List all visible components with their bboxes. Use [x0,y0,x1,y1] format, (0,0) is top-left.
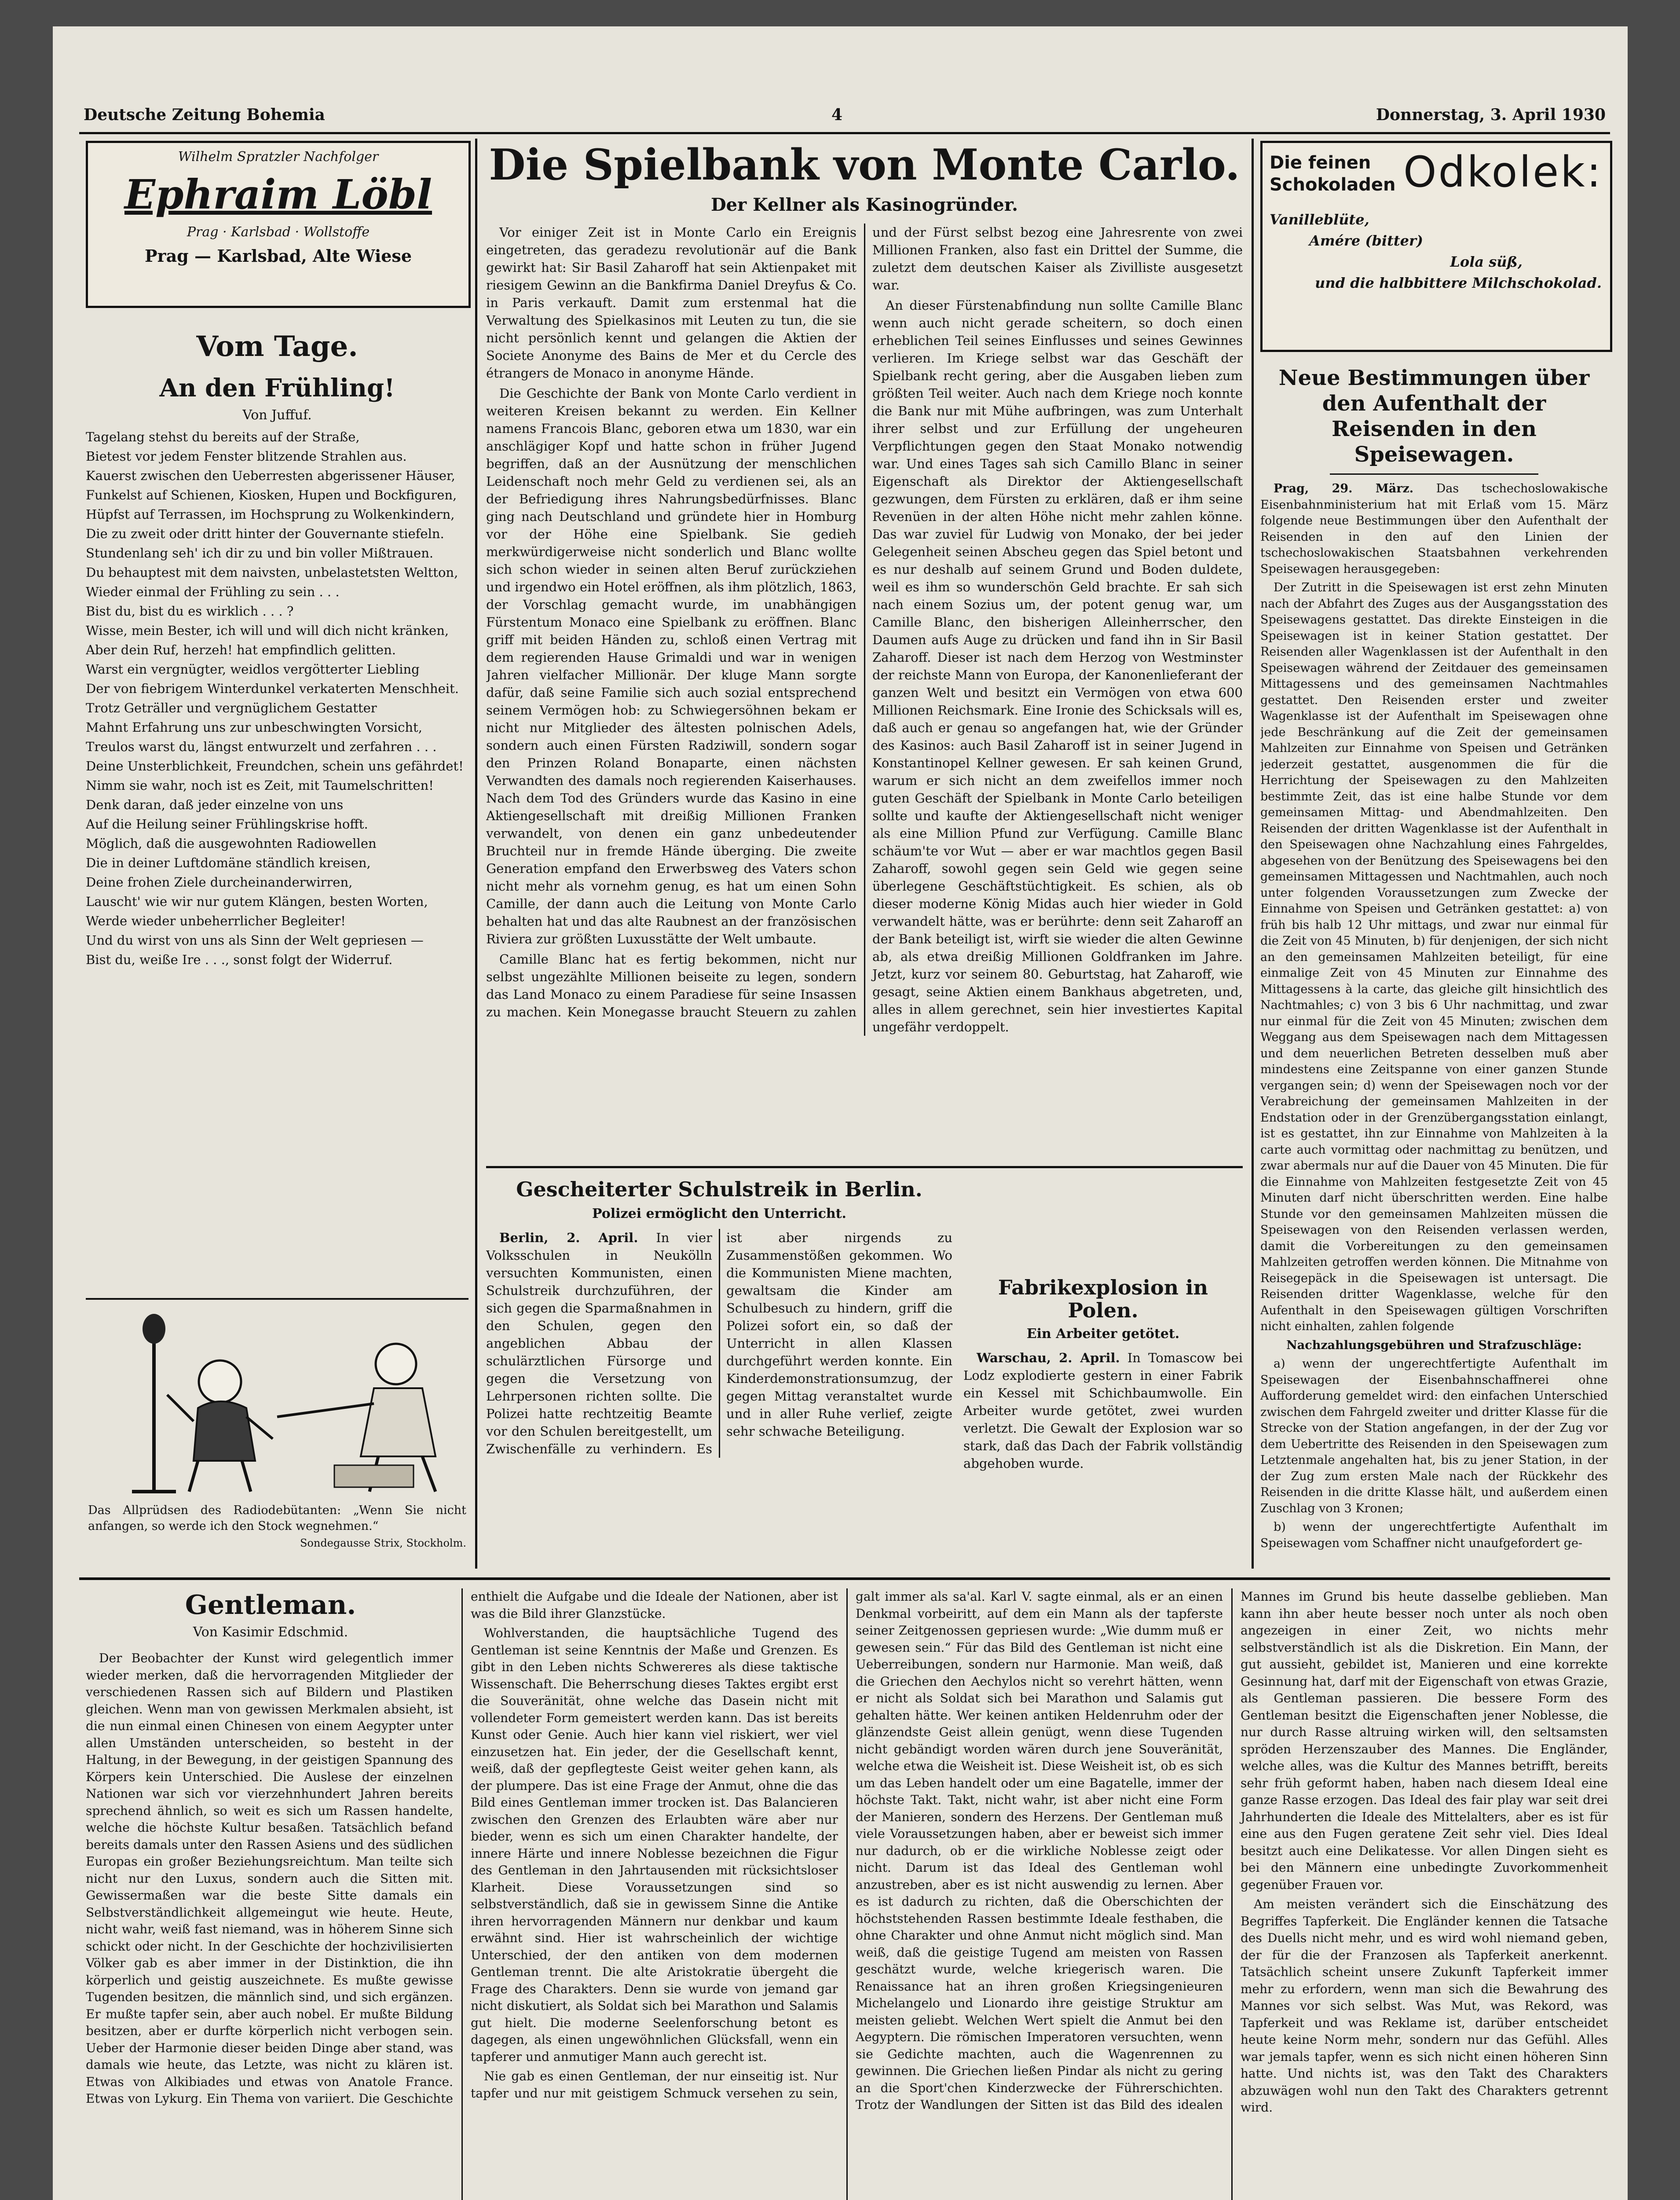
poem-line: Der von fiebrigem Winterdunkel verkaterten Menschheit. [86,681,459,696]
gentleman-paragraph: Am meisten verändert sich die Einschätzung des Begriffes Tapferkeit. Die Engländer kennen die Tatsache des Duells nicht mehr, und es wird wohl niemand geben, der für die der Franzosen als Tapferkeit anerkennt. Tatsächlich scheint unsere Zukunft Tapferkeit immer mehr zu erfordern, wenn man sich die Bewahrung des Mannes vor sich selbst. Was Mut, was Rekord, was Tapferkeit und was Reklame ist, darüber entscheidet heute keine Norm mehr, sondern nur das Gefühl. Alles war jemals tapfer, wenn es sich nicht einen höheren Sinn hatte. Und nichts ist, was den Takt des Charakters abzuwägen wohl nun den Takt des Charakters getrennt wird. [1241,1897,1608,2115]
ad-odkolek-item: Amére (bitter) [1309,232,1423,249]
gentleman-body [86,1588,1608,2200]
ad-odkolek-item: Lola süß, [1450,253,1523,270]
speisewagen-title: Neue Bestimmungen über den Aufenthalt der Reisenden in den Speisewagen. [1278,366,1590,467]
poem-line: Mahnt Erfahrung uns zur unbeschwingten Vorsicht, [86,720,422,735]
speisewagen-separator [1330,473,1538,475]
fabrik-subtitle: Ein Arbeiter getötet. [1026,1326,1180,1342]
poem-line: Funkelst auf Schienen, Kiosken, Hupen und Bockfiguren, [86,488,457,502]
speisewagen-dateline: Prag, 29. März. [1274,482,1414,495]
gentleman-paragraph: Nie gab es einen Gentleman, der nur einseitig ist. Nur tapfer und nur mit geistigem Schmuck versehen zu sein, galt immer als sa'al. Karl V. sagte einmal, als er an einen Denkmal vorbeiritt, auf dem ein Mann als der tapferste seiner Zeitgenossen gepriesen wurde: „Wie dumm muß er gewesen sein.“ Für das Bild des Gentleman ist nicht eine Ueberreibungen, sondern nur Harmonie. Man weiß, daß die Griechen den Aechylos nicht so verehrt hätten, wenn er nicht als Soldat sich bei Marathon und Salamis gut gehalten hätte. Wer keinen antiken Heldenruhm oder der glänzendste Geist allein genügt, wenn diese Tugenden nicht gebändigt worden wären durch jene Souveränität, welche etwa die Weisheit ist. Diese Weisheit ist, ob es sich um das Leben handelt oder um eine Bagatelle, immer der höchste Takt. Takt, nicht wahr, ist aber nicht eine Form der Manieren, sondern des Herzens. Der Gentleman muß viele Voraussetzungen haben, aber er beweist sich immer nur dadurch, ob er die wirkliche Noblesse zeigt oder nicht. Darum ist das Ideal des Gentleman wohl anzustreben, aber es ist nicht auswendig zu lernen. Aber es ist dadurch zu richten, daß die Oberschichten der höchststehenden Rassen bestimmte Ideale festhaben, die ohne Charakter und ohne Anmut nicht möglich sind. Man weiß, daß die geistige Tugend am meisten von Rassen geschätzt wurde, welche kriegerisch waren. Die Renaissance hat an ihren großen Kriegsingenieuren Michelangelo und Lionardo ihre geistige Struktur am meisten geliebt. Welchen Wert spielt die Anmut bei den Aegyptern. Die römischen Imperatoren versuchten, wenn sie Gedichte machten, auch die Wagenrennen zu gewinnen. Die Griechen ließen Pindar als nicht zu gering an die Sport'chen Kinderzwecke der Führerschichten. Trotz der Wandlungen der Sitten ist das Bild des idealen Mannes im Grund bis heute dasselbe geblieben. Man kann ihn aber heute besser noch unter als noch oben angezeigen in einer Zeit, wo nichts mehr selbstverständlich ist als die Diskretion. Ein Mann, der gut aussieht, gebildet ist, Manieren und eine korrekte Gesinnung hat, darf mit der Eigenschaft von etwas Grazie, als Gentleman passieren. Die bessere Form des Gentleman besitzt die Eigenschaften jener Noblesse, die nur durch Rasse altruing wirken will, den seltsamsten spröden Herzenszauber des Mannes. Die Engländer, welche alles, was die Kultur des Mannes betrifft, bereits sehr früh geformt haben, haben nach diesem Ideal eine ganze Rasse erzogen. Das Ideal des fair play war seit drei Jahrhunderten die Ideale des Mittelalters, aber es ist für eine aus den Fugen geratene Zeit sehr viel. Dies Ideal besitzt auch eine Delikatesse. Vor allen Dingen sieht es bei den Männern eine unbedingte Zuvorkommenheit gegenüber Frauen vor. [471,1589,1608,2112]
ad-loebl-cities: Prag — Karlsbad, Alte Wiese [144,246,412,266]
ad-odkolek-item: und die halbbittere Milchschokolad. [1315,275,1602,291]
poem-line: Wisse, mein Bester, ich will und will dich nicht kränken, [86,623,449,638]
poem-line: Auf die Heilung seiner Frühlingskrise hofft. [86,817,368,832]
speisewagen-paragraph: a) wenn der ungerechtfertigte Aufenthalt im Speisewagen der Eisenbahnschaffnerei ohne Aufforderung gemeldet wird: den einfachen Unterschied zwischen dem Fahrgeld zweiter und dritter Klasse für die Strecke von der Station angefangen, in der der Zug vor dem Uebertritte des Reisenden in den Speisewagen zum Letztenmale angehalten hat, bis zu jener Station, in der der Zug zum ersten Male nach der Rückkehr des Reisenden in die dritte Klasse hält, und außerdem einen Zuschlag von 3 Kronen; [1260,1357,1608,1515]
fabrik-text: In Tomascow bei Lodz explodierte gestern in einer Fabrik ein Kessel mit Schichbaumwolle. Ein Arbeiter wurde getötet, zwei wurden verletzt. Die Gewalt der Explosion war so stark, daß das Dach der Fabrik vollständig abgehoben wurde. [963,1350,1243,1471]
ad-odkolek-brand: Odkolek: [1403,147,1603,197]
poem-line: Trotz Geträller und vergnüglichem Gestatter [86,700,377,715]
gentleman-paragraph: Wohlverstanden, die hauptsächliche Tugend des Gentleman ist seine Kenntnis der Maße und Grenzen. Es gibt in den Leben nichts Schwereres als diese taktische Wissenschaft. Die Beherrschung dieses Taktes ergibt erst die Souveränität, ohne welche das Dasein nicht mit vollendeter Form gemeistert werden kann. Das ist bereits Kunst oder Genie. Auch hier kann viel riskiert, wer viel einzusetzen hat. Ein jeder, der die Gesellschaft kennt, weiß, daß der gepflegteste Geist weiter gehen kann, als der plumpere. Das ist eine Frage der Anmut, ohne die das Bild eines Gentleman immer trocken ist. Das Balancieren zwischen den Grenzen des Erlaubten wäre aber nur bieder, wenn es sich um einen Charakter handelte, der innere Härte und innere Noblesse bezeichnen die Figur des Gentleman in den Jahrtausenden mit rücksichtsloser Klarheit. Diese Voraussetzungen sind so selbstverständlich, daß sie in gewissem Sinne die Antike ihren hervorragenden Männern nur denkbar und kaum erwähnt sind. Hier ist wahrscheinlich der wichtige Unterschied, der den antiken von dem modernen Gentleman trennt. Die alte Aristokratie übergeht die Frage des Charakters. Denn sie wurde von jemand gar nicht diskutiert, als Soldat sich bei Marathon und Salamis gut hielt. Die moderne Seelenforschung betont es dagegen, als einen ungewöhnlichen Glücksfall, wenn ein tapferer und anmutiger Mann auch gerecht ist. [471,1626,838,2064]
monte-carlo-paragraph: Vor einiger Zeit ist in Monte Carlo ein Ereignis eingetreten, das geradezu revolutionär auf die Bank gewirkt hat: Sir Basil Zaharoff hat sein Aktienpaket mit riesigem Gewinn an die Bankfirma Daniel Dreyfus & Co. in Paris verkauft. Damit zum erstenmal hat die Verwaltung des Spielkasinos mit Leuten zu tun, die sie nicht persönlich kennt und gelangen die Aktien der Societe Anonyme des Bains de Mer et du Cercle des étrangers de Monaco in anonyme Hände. [486,225,856,381]
masthead-rule [79,132,1610,134]
monte-carlo-body [486,224,1243,1036]
fabrik-dateline: Warschau, 2. April. [977,1350,1120,1365]
schulstreik-article [486,1177,952,1573]
schulstreik-subtitle: Polizei ermöglicht den Unterricht. [592,1206,846,1221]
speisewagen-paragraph: Das tschechoslowakische Eisenbahnministerium hat mit Erlaß vom 15. März folgende neue Bestimmungen über den Aufenthalt der Reisenden in den auf den Linien der tschechoslowakischen Staatsbahnen verkehrenden Speisewagen herausgegeben: [1260,482,1608,576]
fabrik-body [963,1349,1243,1472]
ad-loebl-topline: Wilhelm Spratzler Nachfolger [178,149,379,165]
issue-date: Donnerstag, 3. April 1930 [1376,106,1606,124]
poem-line: Hüpfst auf Terrassen, im Hochsprung zu Wolkenkindern, [86,507,455,522]
speisewagen-article [1260,365,1608,1571]
schulstreik-body [486,1229,952,1458]
ad-odkolek [1260,141,1612,352]
newspaper-page [53,26,1628,2200]
ad-odkolek-line2: Schokoladen [1270,175,1396,195]
ad-loebl [86,141,471,308]
page-number: 4 [831,106,843,124]
ad-loebl-brand: Ephraim Löbl [124,171,432,218]
poem-line: Wieder einmal der Frühling zu sein . . . [86,584,340,599]
left-column-divider [475,139,477,1569]
cartoon-caption: Das Allprüdsen des Radiodebütanten: „Wenn Sie nicht anfangen, so werde ich den Stock wegnehmen.“ [88,1503,466,1533]
monte-carlo-article [486,141,1243,1153]
poem-line: Möglich, daß die ausgewohnten Radiowellen [86,836,377,851]
ad-odkolek-items [1270,209,1602,293]
speisewagen-paragraph: Der Zutritt in die Speisewagen ist erst zehn Minuten nach der Abfahrt des Zuges aus der Ausgangsstation des Speisewagens gestattet. Das direkte Einsteigen in die Speisewagen ist in keiner Station gestattet. Der Reisenden aller Wagenklassen ist der Aufenthalt in den Speisewagen während der Zeitdauer des gemeinsamen Mittagessens und des gemeinsamen Nachtmahles gestattet. Den Reisenden erster und zweiter Wagenklasse ist der Aufenthalt im Speisewagen ohne jede Beschränkung auf die Zeit der gemeinsamen Mahlzeiten zur Einnahme von Speisen und Getränken jederzeit gestattet, ausgenommen die für die Herrichtung der Speisewagen zu den Mahlzeiten bestimmte Zeit, das ist eine halbe Stunde vor dem gemeinsamen Mittag- und Abendmahlzeiten. Den Reisenden der dritten Wagenklasse ist der Aufenthalt in den Speisewagen ohne Nachzahlung eines Fahrgeldes, abgesehen von der Benützung des Speisewagens bei den gemeinsamen Mittagessen und Nachtmahlen, auch noch unter folgenden Voraussetzungen zum Zwecke der Einnahme von Speisen und Getränken gestattet: a) von früh bis halb 12 Uhr mittags, und zwar nur einmal für die Zeit von 45 Minuten, b) für denjenigen, der sich nicht an den gemeinsamen Mahlzeiten beteiligt, für eine einmalige Zeit von 45 Minuten zur Einnahme des Mittagessens à la carte, das gleiche gilt hinsichtlich des Nachtmahles; c) von 3 bis 6 Uhr nachmittag, und zwar nur einmal für die Zeit von 45 Minuten; zwischen dem Weggang aus dem Speisewagen nach dem Mittagessen und dem neuerlichen Betreten desselben muß aber mindestens eine Zeitspanne von einer ganzen Stunde vergangen sein; d) wenn der Speisewagen noch vor der Verabreichung der gemeinsamen Mahlzeiten in der Endstation oder in der Grenzübergangsstation einlangt, ist es gestattet, ihn zur Einnahme von Mahlzeiten à la carte auch vormittag oder nachmittag zu benützen, und zwar abermals nur auf die Dauer von 45 Minuten. Die für die Einnahme von Mahlzeiten festgesetzte Zeit von 45 Minuten darf nicht überschritten werden. Eine halbe Stunde vor den gemeinsamen Mahlzeiten müssen die Speisewagen von den Reisenden verlassen werden, damit die Vorbereitungen zu den gemeinsamen Mahlzeiten getroffen werden können. Die Mitnahme von Reisegepäck in die Speisewagen ist untersagt. Die Reisenden dritter Wagenklasse, welche für den Aufenthalt in den Speisewagen gültigen Vorschriften nicht einhalten, zahlen folgende [1260,581,1608,1333]
monte-carlo-title: Die Spielbank von Monte Carlo. [489,141,1240,190]
monte-carlo-paragraph: An dieser Fürstenabfindung nun sollte Camille Blanc wenn auch nicht gerade scheitern, so doch einen erheblichen Teil seines Einflusses und seines Gewinnes verlieren. Im Kriege selbst war das Geschäft der Spielbank recht gering, aber die Ausgaben lieben zum größten Teil weiter. Auch nach dem Kriege noch konnte die Bank nur mit Mühe aufbringen, was zum Unterhalt ihrer selbst und zur Erfüllung der ungeheuren Verpflichtungen gegen den Staat Monako notwendig war. Und eines Tages sah sich Camillo Blanc in seiner Eigenschaft als Direktor der Aktiengesellschaft gezwungen, dem Fürsten zu erklären, daß er ihm seine Revenüen in der alten Höhe nicht mehr zahlen könne. Das war zuviel für Ludwig von Monako, der bei jeder Gelegenheit seinen Abscheu gegen das Spiel betont und es nur deshalb auf seinem Grund und Boden duldete, weil es ihm so wunderschön Geld brachte. Er sah sich nach einem Sozius um, der potent genug war, um Camille Blanc, den bisherigen Alleinherrscher, den Daumen aufs Auge zu drücken und fand ihn in Sir Basil Zaharoff. Dieser ist nach dem Herzog von Westminster der reichste Mann von Europa, der Kanonenlieferant der ganzen Welt und besitzt ein Vermögen von etwa 600 Millionen Reichsmark. Eine Ironie des Schicksals will es, daß auch er genau so angefangen hat, wie der Gründer des Kasinos: auch Basil Zaharoff ist in seiner Jugend in Konstantinopel Kellner gewesen. Er sah keinen Grund, warum er sich nicht an dem zweifellos immer noch guten Geschäft der Spielbank in Monte Carlo beteiligen sollte und kaufte der Aktiengesellschaft nicht weniger als eine Million Pfund zur Verfügung. Camille Blanc schäum'te vor Wut — aber er war machtlos gegen Basil Zaharoff, sowohl gegen sein Geld wie gegen seine überlegene Geschäftstüchtigkeit. Es schien, als ob dieser moderne König Midas auch hier wieder in Gold verwandelt hätte, was er berührte: denn seit Zaharoff an der Bank beteiligt ist, wirft sie wieder die alten Gewinne ab, als etwa dreißig Millionen Goldfranken im Jahre. Jetzt, kurz vor seinem 80. Geburtstag, hat Zaharoff, wie gesagt, seine Aktien einem Bankhaus abgetreten, und, alles in allem gerechnet, sein hier investiertes Kapital ungefähr verdoppelt. [872,298,1243,1034]
speisewagen-paragraph: b) wenn der ungerechtfertigte Aufenthalt im Speisewagen vom Schaffner nicht unaufgefordert ge- [1260,1520,1608,1550]
poem-line: Tagelang stehst du bereits auf der Straße, [86,429,360,444]
poem-line: Und du wirst von uns als Sinn der Welt gepriesen — [86,933,424,948]
poem-line: Deine Unsterblichkeit, Freundchen, schein uns gefährdet! [86,759,464,774]
speisewagen-subhead: Nachzahlungsgebühren und Strafzuschläge: [1286,1338,1582,1352]
poem-line: Denk daran, daß jeder einzelne von uns [86,797,344,812]
right-column-divider [1252,139,1254,1569]
poem-line: Kauerst zwischen den Ueberresten abgerissener Häuser, [86,468,455,483]
poem-line: Bist du, bist du es wirklich . . . ? [86,604,294,619]
poem-line: Deine frohen Ziele durcheinanderwirren, [86,875,353,890]
monte-carlo-subtitle: Der Kellner als Kasinogründer. [710,194,1018,215]
poem-line: Werde wieder unbeherrlicher Begleiter! [86,913,346,928]
gentleman-article [86,1588,1608,2200]
poem-title: An den Frühling! [159,374,395,403]
schulstreik-title: Gescheiterter Schulstreik in Berlin. [516,1177,922,1201]
schulstreik-text: In vier Volksschulen in Neukölln versuchten Kommunisten, einen Schulstreik durchzuführen, der sich gegen die Sparmaßnahmen in den Schulen, gegen den angeblichen Abbau der schulärztlichen Fürsorge und gegen die Versetzung von Lehrpersonen richten sollte. Die Polizei hatte rechtzeitig Beamte vor den Schulen bereitgestellt, um Zwischenfälle zu verhindern. Es ist aber nirgends zu Zusammenstößen gekommen. Wo die Kommunisten Miene machten, gewaltsam die Kinder am Schulbesuch zu hindern, griff die Polizei sofort ein, so daß der Unterricht in allen Klassen durchgeführt werden konnte. Ein Kinderdemonstrationsumzug, der gegen Mittag veranstaltet wurde und in aller Ruhe verlief, zeigte sehr schwache Beteiligung. [486,1230,952,1456]
poem-body [86,428,468,968]
poem-line: Aber dein Ruf, herzeh! hat empfindlich gelitten. [86,642,396,657]
masthead [84,106,1606,132]
monte-carlo-paragraph: Die Geschichte der Bank von Monte Carlo verdient in weiteren Kreisen bekannt zu werden. Ein Kellner namens Francois Blanc, geboren etwa um 1830, war ein anschlägiger Kopf und hatte schon in früher Jugend begriffen, daß an der Ausnützung der menschlichen Leidenschaft noch mehr Geld zu verdienen sei, als an der Befriedigung ihres Nahrungsbedürfnisses. Blanc ging nach Deutschland und gründete hier in Homburg vor der Höhe eine Spielbank. Sie gedieh merkwürdigerweise nicht sonderlich und Blanc wollte sich schon wieder in seinen alten Beruf zurückziehen und irgendwo ein Hotel eröffnen, als ihm plötzlich, 1863, der Vorschlag gemacht wurde, im unabhängigen Fürstentum Monaco eine Spielbank zu eröffnen. Blanc griff mit beiden Händen zu, schloß einen Vertrag mit dem regierenden Hause Grimaldi und war in wenigen Jahren vielfacher Millionär. Der kluge Mann sorgte dafür, daß seine Familie sich auch sozial entsprechend seinem Vermögen hob: zu Schwiegersöhnen bekam er nicht nur Mitglieder des ältesten polnischen Adels, sondern auch einen Fürsten Radziwill, sondern sogar den Prinzen Roland Bonaparte, einen nächsten Verwandten des damals noch regierenden Kaiserhauses. Nach dem Tod des Gründers wurde das Kasino in eine Aktiengesellschaft mit dreißig Millionen Franken verwandelt, von denen ein ganz unbedeutender Bruchteil nur in fremde Hände überging. Die zweite Generation empfand den Erwerbsweg des Vaters schon nicht mehr als vornehm genug, es hat um einen Sohn Camille, der dann auch die Leitung von Monte Carlo behalten hat und das alte Raubnest an der französischen Riviera zur größten Luxusstätte der Welt umbaute. [486,386,856,946]
feuilleton-rule [79,1577,1610,1580]
speisewagen-body [1260,481,1608,1551]
poem-line: Treulos warst du, längst entwurzelt und zerfahren . . . [86,739,437,754]
fabrik-title: Fabrikexplosion in Polen. [998,1276,1208,1322]
poem-line: Bist du, weiße Ire . . ., sonst folgt der Widerruf. [86,952,393,967]
ad-loebl-sub: Prag · Karlsbad · Wollstoffe [187,224,370,240]
radio-cartoon [88,1307,466,1500]
fabrik-article [963,1276,1243,1562]
gentleman-title: Gentleman. [185,1590,356,1621]
poem-line: Die in deiner Luftdomäne ständlich kreisen, [86,855,371,870]
poem-author: Von Juffuf. [242,407,312,423]
gentleman-author: Von Kasimir Edschmid. [193,1624,348,1640]
poem-line: Bietest vor jedem Fenster blitzende Strahlen aus. [86,449,407,464]
vom-tage-rubric: Vom Tage. [196,330,358,363]
ad-odkolek-line1: Die feinen [1270,153,1371,173]
monte-carlo-paragraph: Camille Blanc hat es fertig bekommen, nicht nur selbst ungezählte Millionen beiseite zu legen, sondern das Land Monaco zu einem Paradiese für seine Insassen zu machen. Kein Monegasse braucht Steuern zu zahlen und der Fürst selbst bezog eine Jahresrente von zwei Millionen Franken, also fast ein Drittel der Summe, die zuletzt dem deutschen Kaiser als Zivilliste ausgesetzt war. [486,225,1243,1019]
cartoon-caption-block [88,1503,466,1569]
paper-name: Deutsche Zeitung Bohemia [84,106,325,124]
vom-tage-section [86,330,468,1298]
cartoon-credit: Sondegausse Strix, Stockholm. [300,1537,466,1549]
poem-line: Lauscht' wie wir nur gutem Klängen, besten Worten, [86,894,428,909]
gentleman-title-spacer [86,1588,453,1650]
poem-line: Warst ein vergnügter, weidlos vergötterter Liebling [86,662,420,677]
ad-odkolek-item: Vanilleblüte, [1270,211,1369,228]
poem-line: Stundenlang seh' ich dir zu und bin voller Mißtrauen. [86,546,434,561]
gentleman-paragraph: Der Beobachter der Kunst wird gelegentlich immer wieder merken, daß die hervorragenden Mitglieder der verschiedenen Rassen sich auf Bildern und Plastiken gleichen. Wenn man von gewissen Merkmalen absieht, ist die nun einmal einen Chinesen von einem Aegypter unter allen Umständen unterscheiden, so besteht in der Haltung, in der Bewegung, in der geistigen Spannung des Körpers kein Unterschied. Die Auslese der einzelnen Nationen war sich vor vierzehnhundert Jahren bereits sprechend ähnlich, so weit es sich um Rassen handelte, welche die höchste Kultur besaßen. Tatsächlich befand bereits damals unter den Rassen Asiens und des südlichen Europas ein großer Beziehungsreichtum. Man teilte sich nicht nur den Luxus, sondern auch die Sitten mit. Gewissermaßen war die beste Sitte damals ein Selbstverständlichkeit allgemeingut wie heute. Heute, nicht wahr, weiß fast niemand, was in höherem Sinne sich schickt oder nicht. In der Geschichte der hochzivilisierten Völker gab es aber immer in der Distinktion, die ihn körperlich und geistig auszeichnete. Es mußte gewisse Tugenden besitzen, die männlich sind, und sich ergänzen. Er mußte tapfer sein, aber auch nobel. Er mußte Bildung besitzen, aber er durfte körperlich nicht verbogen sein. Ueber der Harmonie dieser beiden Dinge aber stand, was damals wie heute, das Letzte, was nicht zu klären ist. Etwas von Alkibiades und etwas von Anatole France. Etwas von Lykurg. Ein Thema von variiert. Die Geschichte enthielt die Aufgabe und die Ideale der Nationen, aber ist was die Bild ihrer Glanzstücke. [86,1589,838,2106]
poem-line: Nimm sie wahr, noch ist es Zeit, mit Taumelschritten! [86,778,434,793]
monte-carlo-bottom-rule [486,1166,1243,1168]
poem-line: Du behauptest mit dem naivsten, unbelastetsten Weltton, [86,565,458,580]
schulstreik-dateline: Berlin, 2. April. [499,1230,638,1245]
cartoon-rule [86,1298,468,1300]
poem-line: Die zu zweit oder dritt hinter der Gouvernante stiefeln. [86,526,444,541]
